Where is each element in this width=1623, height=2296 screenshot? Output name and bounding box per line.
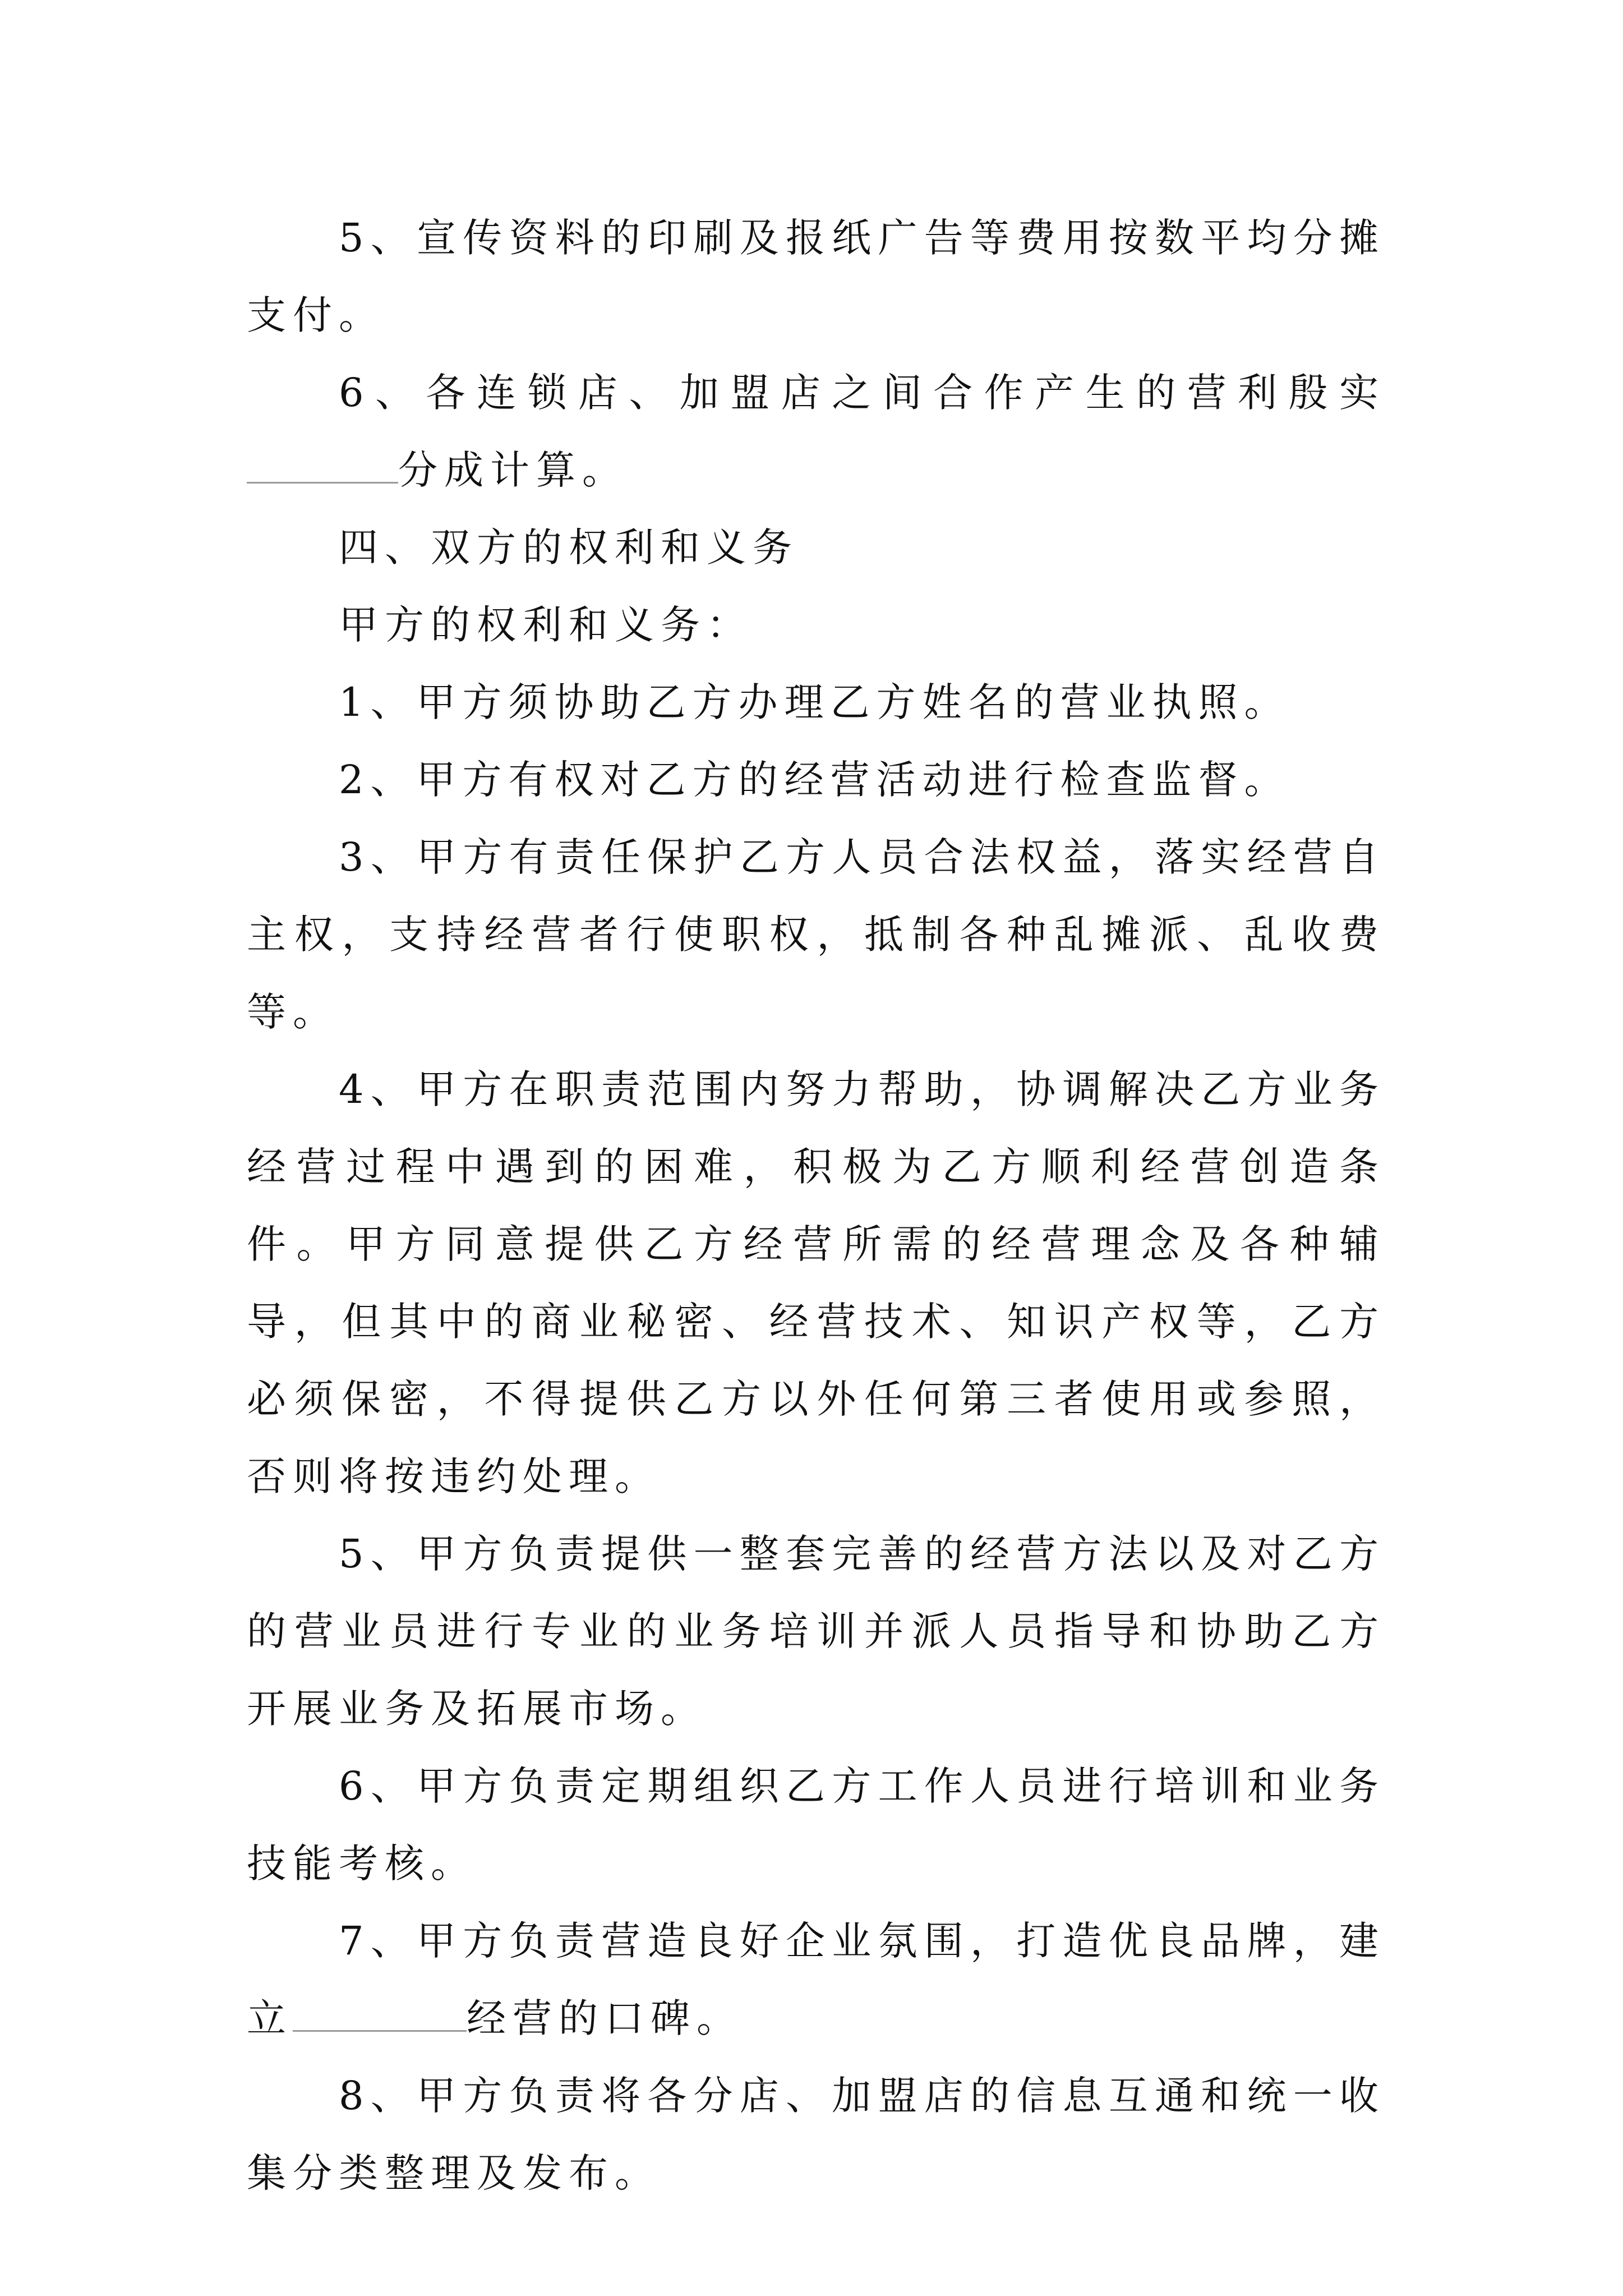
party-a-clause-4: 4、甲方在职责范围内努力帮助，协调解决乙方业务经营过程中遇到的困难，积极为乙方顺利经营创造条件。甲方同意提供乙方经营所需的经营理念及各种辅导，但其中的商业秘密、经营技术、知识产权等，乙方必须保密，不得提供乙方以外任何第三者使用或参照，否则将按违约处理。 (247, 1066, 1385, 1499)
fill-in-blank (293, 1991, 467, 2032)
clause-7-text-before-blank: 7、甲方负责营造良好企业氛围，打造优良品牌，建立 (247, 1918, 1385, 2041)
clause-6-text-before-blank: 6、各连锁店、加盟店之间合作产生的营利殷实 (339, 370, 1385, 416)
party-a-clause-5: 5、甲方负责提供一整套完善的经营方法以及对乙方的营业员进行专业的业务培训并派人员指导和协助乙方开展业务及拓展市场。 (247, 1531, 1385, 1732)
party-a-clause-8: 8、甲方负责将各分店、加盟店的信息互通和统一收集分类整理及发布。 (247, 2073, 1385, 2196)
fill-in-blank (247, 443, 398, 484)
party-a-clause-3: 3、甲方有责任保护乙方人员合法权益，落实经营自主权，支持经营者行使职权，抵制各种乱摊派、乱收费等。 (247, 834, 1385, 1035)
document-body (247, 199, 1385, 2212)
party-a-heading: 甲方的权利和义务： (339, 602, 753, 648)
party-a-clause-6: 6、甲方负责定期组织乙方工作人员进行培训和业务技能考核。 (247, 1763, 1385, 1887)
party-a-clause-7 (247, 1902, 1385, 2057)
party-a-clause-1: 1、甲方须协助乙方办理乙方姓名的营业执照。 (339, 679, 1290, 725)
party-a-clause-2: 2、甲方有权对乙方的经营活动进行检查监督。 (339, 757, 1290, 803)
clause-6-profit-sharing (247, 354, 1385, 509)
clause-5-cost-sharing (247, 199, 1385, 354)
clause-7-text-after-blank: 经营的口碑。 (467, 1995, 743, 2041)
section-title: 四、双方的权利和义务 (339, 524, 799, 570)
clause-5-text: 5、宣传资料的印刷及报纸广告等费用按数平均分摊支付。 (247, 215, 1385, 338)
clause-6-text-after-blank: 分成计算。 (398, 447, 628, 493)
